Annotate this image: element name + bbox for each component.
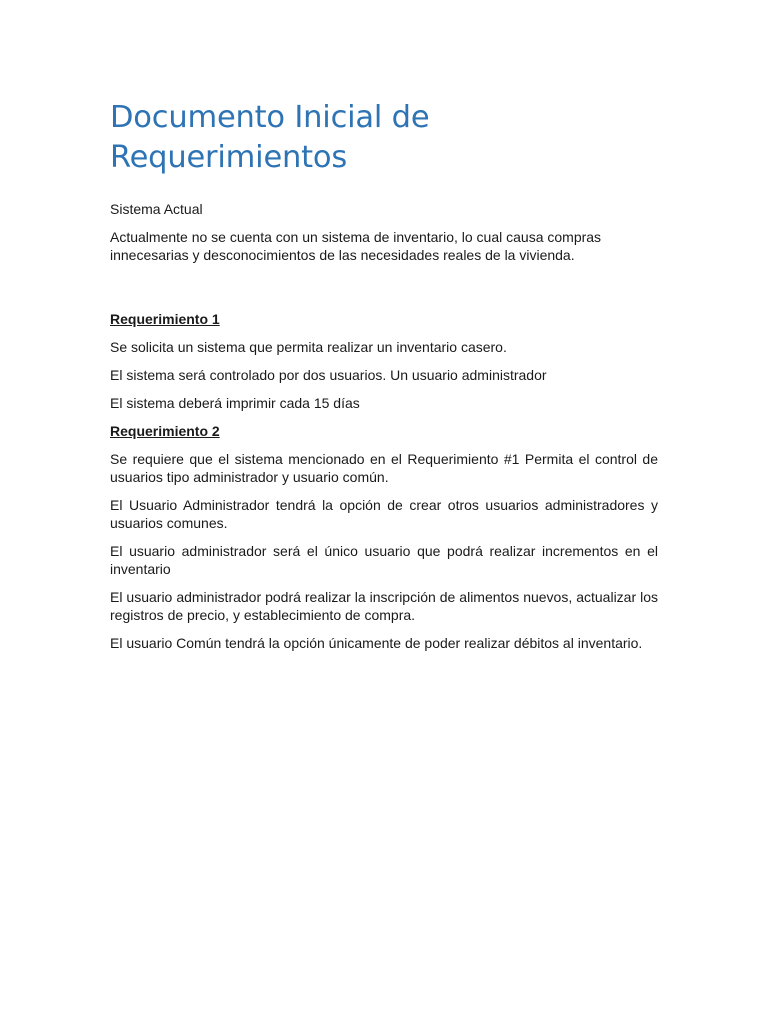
- document-page: [110, 98, 658, 662]
- requirement-2-paragraph-2: El Usuario Administrador tendrá la opción de crear otros usuarios administradores y usuarios comunes.: [110, 497, 658, 531]
- spacer: [110, 274, 658, 310]
- requirement-1-paragraph-1: Se solicita un sistema que permita realizar un inventario casero.: [110, 339, 507, 355]
- requirement-2-paragraph-4: El usuario administrador podrá realizar la inscripción de alimentos nuevos, actualizar los registros de precio, y establecimiento de compra.: [110, 589, 658, 623]
- section-label: Sistema Actual: [110, 201, 203, 217]
- requirement-2-paragraph-5: El usuario Común tendrá la opción únicamente de poder realizar débitos al inventario.: [110, 635, 643, 651]
- requirement-1-paragraph-3: El sistema deberá imprimir cada 15 días: [110, 395, 360, 411]
- requirement-1-heading: Requerimiento 1: [110, 311, 220, 327]
- requirement-2: [110, 422, 658, 652]
- requirement-2-paragraph-1: Se requiere que el sistema mencionado en el Requerimiento #1 Permita el control de usuarios tipo administrador y usuario común.: [110, 451, 658, 485]
- requirement-1-paragraph-2: El sistema será controlado por dos usuarios. Un usuario administrador: [110, 367, 547, 383]
- intro-paragraph: Actualmente no se cuenta con un sistema de inventario, lo cual causa compras innecesarias y desconocimientos de las necesidades reales de la vivienda.: [110, 229, 602, 263]
- requirement-1: [110, 310, 658, 412]
- requirement-2-heading: Requerimiento 2: [110, 423, 220, 439]
- requirement-2-paragraph-3: El usuario administrador será el único usuario que podrá realizar incrementos en el inventario: [110, 543, 658, 577]
- document-title: Documento Inicial de Requerimientos: [110, 100, 430, 175]
